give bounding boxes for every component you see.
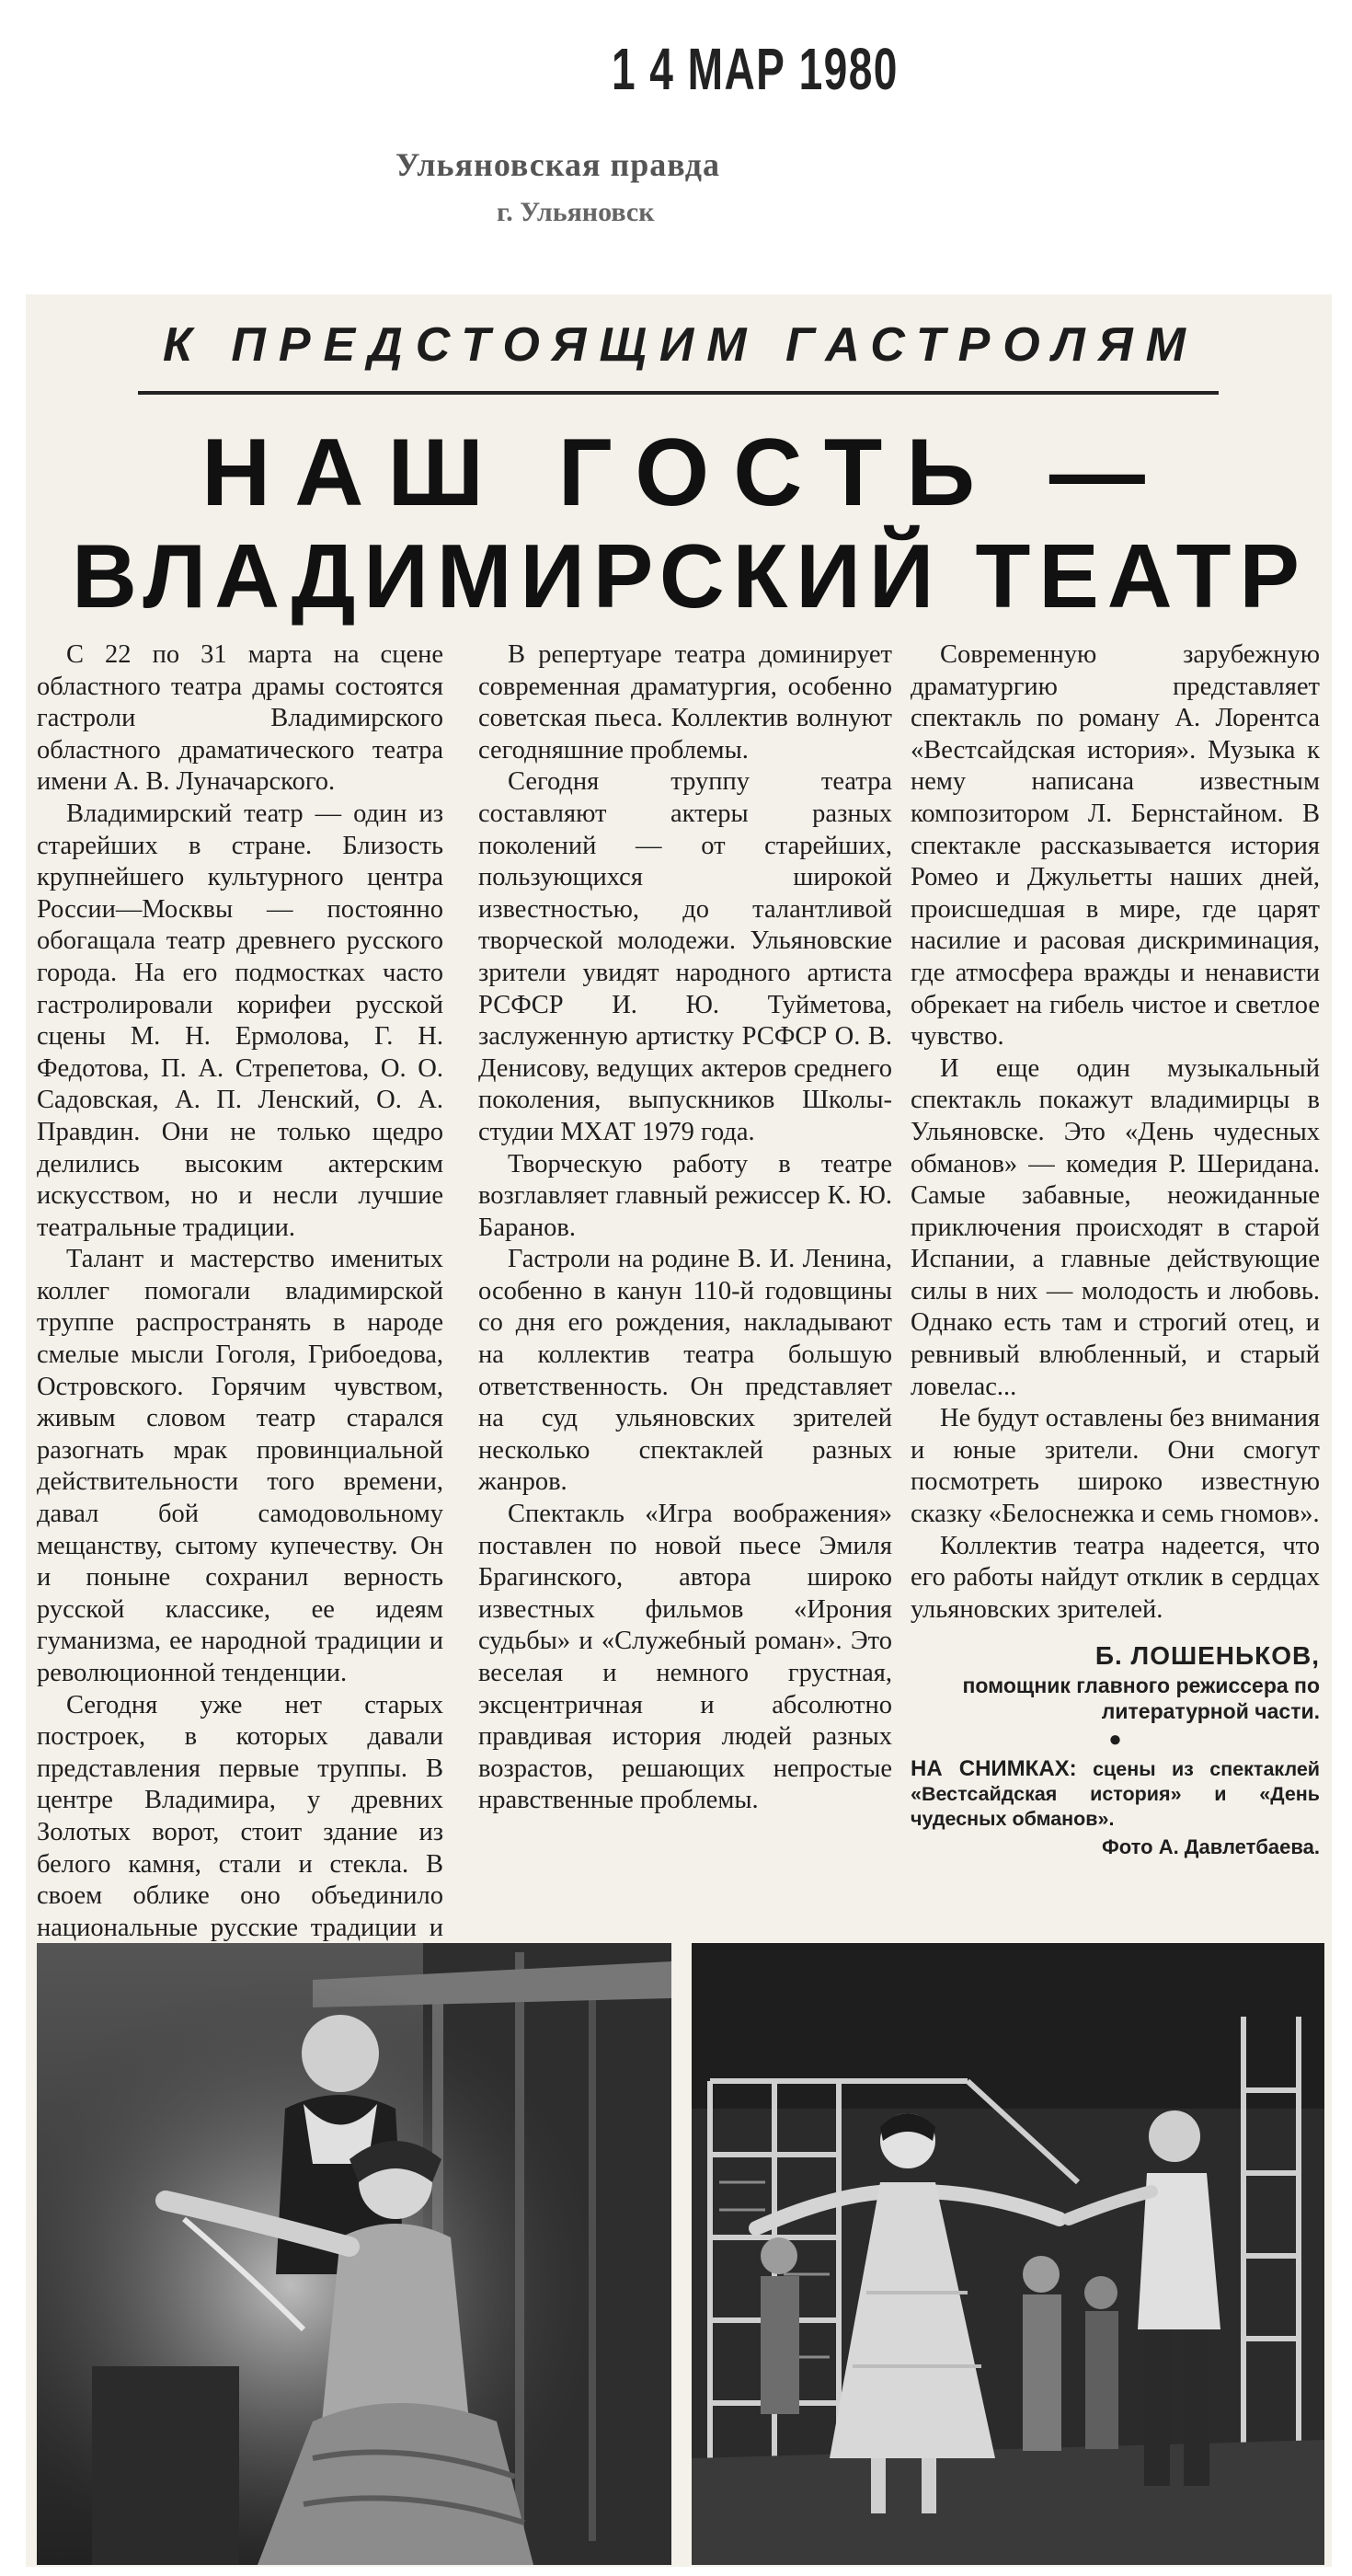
- kicker-divider: [138, 391, 1219, 395]
- author-role: помощник главного режиссера по литературной части.: [962, 1673, 1320, 1723]
- photo-comedy-scene-image: [37, 1943, 671, 2565]
- article-paragraph: Талант и мастерство именитых коллег помогали владимирской труппе распространять в народе смелые мысли Гоголя, Грибоедова, Островского. Горячим чувством, живым словом театр старался разогнать мрак провинциальной действительности того времени, давал бой самодовольному мещанству, сытому купечеству. Он и поныне сохранил верность русской классике, ее идеям гуманизма, ее народной традиции и революционной тенденции.: [37, 1245, 443, 1687]
- article-paragraph: Сегодня уже нет старых построек, в которых давали представления первые труппы. В центре Владимира, у древних Золотых ворот, стоит здание из белого камня, стали и стекла. В своем облике оно объединило национальные русские традиции и: [37, 1690, 443, 1942]
- caption-text: сцены из спектаклей «Вестсайдская история» и «День чудесных обманов».: [911, 1757, 1320, 1830]
- article-paragraph: Сегодня труппу театра составляют актеры разных поколений — от старейших, пользующихся широкой известностью, до талантливой творческой молодежи. Ульяновские зрители увидят народного артиста РСФСР И. Ю. Туйметова, заслуженную артистку РСФСР О. В. Денисову, ведущих актеров среднего поколения, выпускников Школы-студии МХАТ 1979 года.: [478, 767, 892, 1146]
- headline-line-2: ВЛАДИМИРСКИЙ ТЕАТР: [72, 525, 1308, 627]
- photo-westside-scene-image: [692, 1943, 1324, 2565]
- article-paragraph: Коллектив театра надеется, что его работы найдут отклик в сердцах ульяновских зрителей.: [911, 1531, 1320, 1624]
- article-paragraph: Творческую работу в театре возглавляет главный режиссер К. Ю. Баранов.: [478, 1149, 892, 1242]
- photo-westside-scene: [692, 1943, 1324, 2565]
- article-paragraph: И еще один музыкальный спектакль покажут владимирцы в Ульяновске. Это «День чудесных обманов» — комедия Р. Шеридана. Самые забавные, неожиданные приключения происходят в старой Испании, а главные действующие силы в них — молодость и любовь. Однако есть там и строгий отец, и ревнивый влюбленный, и старый ловелас...: [911, 1053, 1320, 1401]
- article-paragraph: Не будут оставлены без внимания и юные зрители. Они смогут посмотреть широко известную сказку «Белоснежка и семь гномов».: [911, 1404, 1320, 1529]
- bullet-separator-icon: ●: [1108, 1728, 1122, 1752]
- newspaper-city-stamp: г. Ульяновск: [497, 197, 655, 227]
- article-column-2: [478, 639, 892, 1817]
- article-paragraph: Спектакль «Игра воображения» поставлен по новой пьесе Эмиля Брагинского, автора широко известных фильмов «Ирония судьбы» и «Служебный роман». Это веселая и немного грустная, эксцентричная и абсолютно правдивая история людей разных возрастов, решающих непростые нравственные проблемы.: [478, 1500, 892, 1815]
- photo-caption: [911, 1756, 1320, 1832]
- article-paragraph: Гастроли на родине В. И. Ленина, особенно в канун 110-й годовщины со дня его рождения, накладывают на коллектив театра большую ответственность. Он представляет на суд ульяновских зрителей несколько спектаклей разных жанров.: [478, 1245, 892, 1497]
- article-paragraph: С 22 по 31 марта на сцене областного театра драмы состоятся гастроли Владимирского областного драматического театра имени А. В. Луначарского.: [37, 640, 443, 797]
- article-paragraph: В репертуаре театра доминирует современная драматургия, особенно советская пьеса. Коллектив волнуют сегодняшние проблемы.: [478, 640, 892, 765]
- newspaper-name-stamp: Ульяновская правда: [395, 146, 720, 183]
- author-name: Б. ЛОШЕНЬКОВ,: [1094, 1641, 1320, 1671]
- date-stamp: 1 4 МАР 1980: [612, 36, 899, 102]
- article-paragraph: Современную зарубежную драматургию представляет спектакль по роману А. Лорентса «Вестсайдская история». Музыка к нему написана известным композитором Л. Бернстайном. В спектакле рассказывается история Ромео и Джульетты наших дней, происшедшая в мире, где царят насилие и расовая дискриминация, где атмосфера вражды и ненависти обрекает на гибель чистое и светлое чувство.: [911, 640, 1320, 1052]
- photo-credit: Фото А. Давлетбаева.: [1101, 1834, 1320, 1858]
- headline-line-1: НАШ ГОСТЬ —: [201, 420, 1169, 526]
- article-paragraph: Владимирский театр — один из старейших в стране. Близость крупнейшего культурного центра России—Москвы — постоянно обогащала театр древнего русского города. На его подмостках часто гастролировали корифеи русской сцены М. Н. Ермолова, Г. Н. Федотова, П. А. Стрепетова, О. О. Садовская, А. П. Ленский, О. А. Правдин. Они не только щедро делились высоким актерским искусством, но и несли лучшие театральные традиции.: [37, 799, 443, 1242]
- photo-comedy-scene: [37, 1943, 671, 2565]
- byline: [911, 1640, 1320, 1724]
- article-kicker: К ПРЕДСТОЯЩИМ ГАСТРОЛЯМ: [163, 318, 1198, 372]
- article-column-3: [911, 639, 1320, 1863]
- article-column-1: [37, 639, 443, 1976]
- caption-label: НА СНИМКАХ:: [911, 1755, 1077, 1781]
